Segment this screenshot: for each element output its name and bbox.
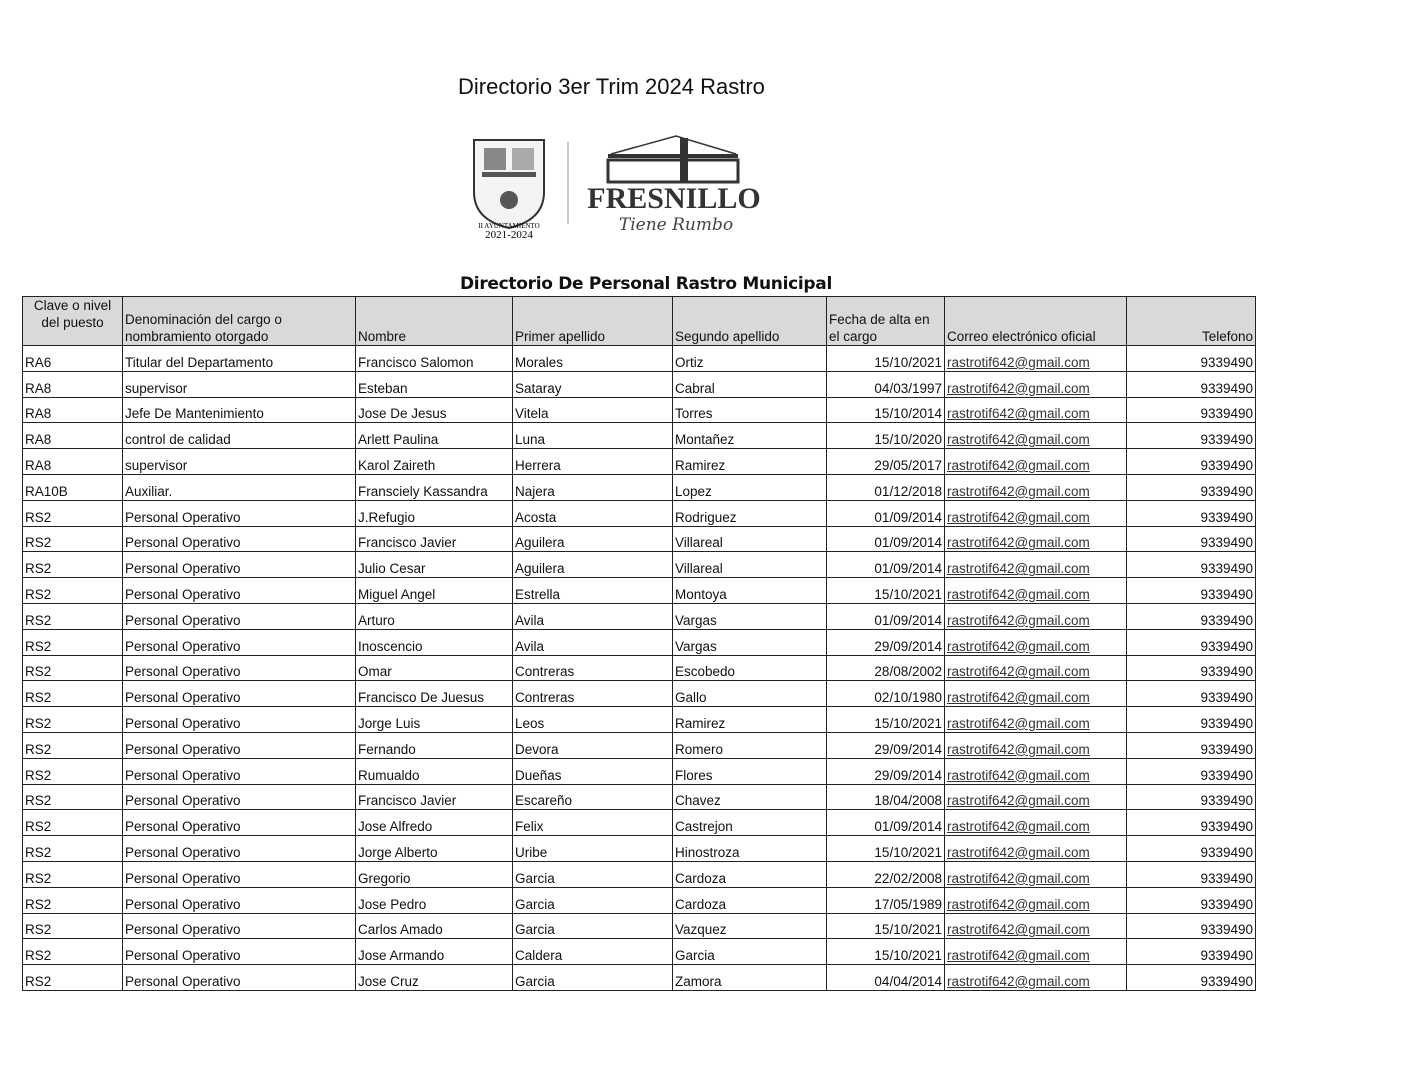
fresnillo-logo <box>466 132 776 244</box>
cell-nombre: Esteban <box>356 371 513 397</box>
cell-segundo-apellido: Chavez <box>673 784 827 810</box>
cell-nombre: Francisco Javier <box>356 526 513 552</box>
cell-cargo: Personal Operativo <box>123 836 356 862</box>
cell-telefono: 9339490 <box>1127 578 1256 604</box>
cell-fecha-alta: 28/08/2002 <box>827 655 945 681</box>
staff-directory-table <box>22 296 1256 991</box>
cell-primer-apellido: Garcia <box>513 887 673 913</box>
table-row <box>23 629 1256 655</box>
cell-correo <box>945 578 1127 604</box>
email-link[interactable]: rastrotif642@gmail.com <box>947 509 1090 525</box>
cell-correo <box>945 810 1127 836</box>
cell-correo <box>945 423 1127 449</box>
table-row <box>23 500 1256 526</box>
table-row <box>23 707 1256 733</box>
email-link[interactable]: rastrotif642@gmail.com <box>947 406 1090 422</box>
cell-clave: RS2 <box>23 655 123 681</box>
cell-correo <box>945 346 1127 372</box>
cell-fecha-alta: 01/09/2014 <box>827 810 945 836</box>
cell-nombre: Jorge Alberto <box>356 836 513 862</box>
cell-fecha-alta: 04/04/2014 <box>827 965 945 991</box>
cell-cargo: supervisor <box>123 449 356 475</box>
table-row <box>23 939 1256 965</box>
cell-telefono: 9339490 <box>1127 681 1256 707</box>
cell-segundo-apellido: Hinostroza <box>673 836 827 862</box>
cell-fecha-alta: 29/09/2014 <box>827 732 945 758</box>
table-header-row <box>23 297 1256 346</box>
table-row <box>23 423 1256 449</box>
cell-correo <box>945 655 1127 681</box>
cell-clave: RA8 <box>23 371 123 397</box>
cell-correo <box>945 681 1127 707</box>
cell-cargo: control de calidad <box>123 423 356 449</box>
cell-telefono: 9339490 <box>1127 397 1256 423</box>
cell-cargo: Personal Operativo <box>123 887 356 913</box>
email-link[interactable]: rastrotif642@gmail.com <box>947 638 1090 654</box>
cell-primer-apellido: Devora <box>513 732 673 758</box>
cell-primer-apellido: Acosta <box>513 500 673 526</box>
email-link[interactable]: rastrotif642@gmail.com <box>947 870 1090 886</box>
cell-primer-apellido: Garcia <box>513 861 673 887</box>
table-row <box>23 371 1256 397</box>
cell-cargo: Personal Operativo <box>123 784 356 810</box>
cell-telefono: 9339490 <box>1127 784 1256 810</box>
email-link[interactable]: rastrotif642@gmail.com <box>947 457 1090 473</box>
cell-nombre: Karol Zaireth <box>356 449 513 475</box>
email-link[interactable]: rastrotif642@gmail.com <box>947 432 1090 448</box>
cell-fecha-alta: 15/10/2021 <box>827 836 945 862</box>
cell-nombre: Arlett Paulina <box>356 423 513 449</box>
cell-clave: RA8 <box>23 397 123 423</box>
email-link[interactable]: rastrotif642@gmail.com <box>947 844 1090 860</box>
cell-clave: RS2 <box>23 810 123 836</box>
cell-nombre: Jorge Luis <box>356 707 513 733</box>
cell-nombre: Inoscencio <box>356 629 513 655</box>
header-cargo: Denominación del cargo o nombramiento otorgado <box>123 297 356 346</box>
cell-correo <box>945 603 1127 629</box>
cell-correo <box>945 449 1127 475</box>
cell-cargo: Personal Operativo <box>123 552 356 578</box>
cell-nombre: Fransciely Kassandra <box>356 474 513 500</box>
cell-segundo-apellido: Villareal <box>673 552 827 578</box>
cell-correo <box>945 836 1127 862</box>
cell-segundo-apellido: Montoya <box>673 578 827 604</box>
cell-nombre: Rumualdo <box>356 758 513 784</box>
header-segundo-apellido: Segundo apellido <box>673 297 827 346</box>
email-link[interactable]: rastrotif642@gmail.com <box>947 586 1090 602</box>
cell-telefono: 9339490 <box>1127 810 1256 836</box>
cell-clave: RS2 <box>23 552 123 578</box>
cell-telefono: 9339490 <box>1127 965 1256 991</box>
cell-primer-apellido: Estrella <box>513 578 673 604</box>
cell-cargo: Personal Operativo <box>123 629 356 655</box>
cell-nombre: Carlos Amado <box>356 913 513 939</box>
cell-telefono: 9339490 <box>1127 887 1256 913</box>
cell-telefono: 9339490 <box>1127 552 1256 578</box>
cell-cargo: Personal Operativo <box>123 603 356 629</box>
cell-segundo-apellido: Villareal <box>673 526 827 552</box>
cell-segundo-apellido: Romero <box>673 732 827 758</box>
cell-primer-apellido: Vitela <box>513 397 673 423</box>
cell-fecha-alta: 17/05/1989 <box>827 887 945 913</box>
cell-cargo: Jefe De Mantenimiento <box>123 397 356 423</box>
cell-correo <box>945 861 1127 887</box>
email-link[interactable]: rastrotif642@gmail.com <box>947 690 1090 706</box>
cell-nombre: J.Refugio <box>356 500 513 526</box>
cell-fecha-alta: 01/09/2014 <box>827 500 945 526</box>
cell-segundo-apellido: Ramirez <box>673 707 827 733</box>
email-link[interactable]: rastrotif642@gmail.com <box>947 612 1090 628</box>
cell-correo <box>945 397 1127 423</box>
cell-nombre: Jose Armando <box>356 939 513 965</box>
cell-cargo: Personal Operativo <box>123 655 356 681</box>
cell-nombre: Omar <box>356 655 513 681</box>
cell-cargo: Personal Operativo <box>123 939 356 965</box>
cell-clave: RS2 <box>23 836 123 862</box>
email-link[interactable]: rastrotif642@gmail.com <box>947 483 1090 499</box>
cell-segundo-apellido: Garcia <box>673 939 827 965</box>
table-row <box>23 578 1256 604</box>
cell-clave: RS2 <box>23 887 123 913</box>
email-link[interactable]: rastrotif642@gmail.com <box>947 535 1090 551</box>
cell-correo <box>945 939 1127 965</box>
cell-segundo-apellido: Cardoza <box>673 887 827 913</box>
cell-correo <box>945 629 1127 655</box>
cell-clave: RA8 <box>23 423 123 449</box>
cell-segundo-apellido: Flores <box>673 758 827 784</box>
cell-nombre: Francisco Salomon <box>356 346 513 372</box>
cell-primer-apellido: Contreras <box>513 655 673 681</box>
cell-primer-apellido: Avila <box>513 629 673 655</box>
cell-primer-apellido: Uribe <box>513 836 673 862</box>
municipal-seal-icon <box>474 140 544 228</box>
cell-primer-apellido: Aguilera <box>513 526 673 552</box>
email-link[interactable]: rastrotif642@gmail.com <box>947 793 1090 809</box>
cell-correo <box>945 371 1127 397</box>
cell-clave: RS2 <box>23 681 123 707</box>
cell-cargo: Personal Operativo <box>123 965 356 991</box>
cell-segundo-apellido: Montañez <box>673 423 827 449</box>
cell-fecha-alta: 15/10/2021 <box>827 707 945 733</box>
cell-primer-apellido: Najera <box>513 474 673 500</box>
cell-fecha-alta: 15/10/2021 <box>827 913 945 939</box>
table-row <box>23 449 1256 475</box>
cell-segundo-apellido: Vargas <box>673 629 827 655</box>
cell-clave: RS2 <box>23 784 123 810</box>
cell-clave: RS2 <box>23 500 123 526</box>
cell-primer-apellido: Contreras <box>513 681 673 707</box>
table-row <box>23 397 1256 423</box>
cell-fecha-alta: 29/09/2014 <box>827 758 945 784</box>
cell-primer-apellido: Aguilera <box>513 552 673 578</box>
cell-primer-apellido: Sataray <box>513 371 673 397</box>
cell-correo <box>945 474 1127 500</box>
table-row <box>23 836 1256 862</box>
email-link[interactable]: rastrotif642@gmail.com <box>947 380 1090 396</box>
email-link[interactable]: rastrotif642@gmail.com <box>947 973 1090 989</box>
cell-segundo-apellido: Ramirez <box>673 449 827 475</box>
table-row <box>23 603 1256 629</box>
cell-nombre: Gregorio <box>356 861 513 887</box>
table-row <box>23 810 1256 836</box>
cell-fecha-alta: 01/09/2014 <box>827 603 945 629</box>
cell-telefono: 9339490 <box>1127 474 1256 500</box>
cell-segundo-apellido: Zamora <box>673 965 827 991</box>
cell-primer-apellido: Dueñas <box>513 758 673 784</box>
cell-nombre: Jose Cruz <box>356 965 513 991</box>
cell-primer-apellido: Leos <box>513 707 673 733</box>
document-title: Directorio 3er Trim 2024 Rastro <box>458 74 765 99</box>
cell-primer-apellido: Escareño <box>513 784 673 810</box>
cell-clave: RS2 <box>23 707 123 733</box>
cell-clave: RA6 <box>23 346 123 372</box>
cell-cargo: Personal Operativo <box>123 707 356 733</box>
cell-correo <box>945 707 1127 733</box>
cell-telefono: 9339490 <box>1127 758 1256 784</box>
email-link[interactable]: rastrotif642@gmail.com <box>947 664 1090 680</box>
header-primer-apellido: Primer apellido <box>513 297 673 346</box>
cell-fecha-alta: 15/10/2021 <box>827 346 945 372</box>
cell-cargo: Personal Operativo <box>123 810 356 836</box>
cell-cargo: Personal Operativo <box>123 861 356 887</box>
cell-cargo: Personal Operativo <box>123 526 356 552</box>
cell-cargo: Auxiliar. <box>123 474 356 500</box>
header-telefono: Telefono <box>1127 297 1256 346</box>
table-row <box>23 552 1256 578</box>
cell-primer-apellido: Garcia <box>513 913 673 939</box>
cell-clave: RS2 <box>23 965 123 991</box>
email-link[interactable]: rastrotif642@gmail.com <box>947 354 1090 370</box>
cell-fecha-alta: 18/04/2008 <box>827 784 945 810</box>
cell-telefono: 9339490 <box>1127 603 1256 629</box>
cell-nombre: Fernando <box>356 732 513 758</box>
cell-fecha-alta: 04/03/1997 <box>827 371 945 397</box>
cell-clave: RA8 <box>23 449 123 475</box>
cell-telefono: 9339490 <box>1127 500 1256 526</box>
cell-fecha-alta: 22/02/2008 <box>827 861 945 887</box>
cell-telefono: 9339490 <box>1127 526 1256 552</box>
cell-telefono: 9339490 <box>1127 423 1256 449</box>
cell-clave: RA10B <box>23 474 123 500</box>
cell-correo <box>945 732 1127 758</box>
cell-fecha-alta: 15/10/2020 <box>827 423 945 449</box>
table-row <box>23 474 1256 500</box>
cell-segundo-apellido: Rodriguez <box>673 500 827 526</box>
cell-nombre: Jose Pedro <box>356 887 513 913</box>
cell-telefono: 9339490 <box>1127 707 1256 733</box>
table-row <box>23 913 1256 939</box>
email-link[interactable]: rastrotif642@gmail.com <box>947 896 1090 912</box>
cell-telefono: 9339490 <box>1127 732 1256 758</box>
cell-cargo: Personal Operativo <box>123 578 356 604</box>
cell-primer-apellido: Luna <box>513 423 673 449</box>
cell-clave: RS2 <box>23 913 123 939</box>
cell-nombre: Francisco Javier <box>356 784 513 810</box>
cell-correo <box>945 526 1127 552</box>
cell-nombre: Julio Cesar <box>356 552 513 578</box>
cell-telefono: 9339490 <box>1127 655 1256 681</box>
cell-clave: RS2 <box>23 732 123 758</box>
table-row <box>23 526 1256 552</box>
table-row <box>23 346 1256 372</box>
cell-correo <box>945 784 1127 810</box>
cell-fecha-alta: 15/10/2021 <box>827 578 945 604</box>
table-row <box>23 965 1256 991</box>
cell-telefono: 9339490 <box>1127 836 1256 862</box>
cell-fecha-alta: 15/10/2014 <box>827 397 945 423</box>
cell-correo <box>945 965 1127 991</box>
cell-clave: RS2 <box>23 861 123 887</box>
header-fecha-alta: Fecha de alta en el cargo <box>827 297 945 346</box>
cell-segundo-apellido: Vazquez <box>673 913 827 939</box>
cell-segundo-apellido: Cardoza <box>673 861 827 887</box>
cell-segundo-apellido: Torres <box>673 397 827 423</box>
cell-telefono: 9339490 <box>1127 913 1256 939</box>
cell-segundo-apellido: Vargas <box>673 603 827 629</box>
svg-text:II AYUNTAMIENTO: II AYUNTAMIENTO <box>478 222 540 230</box>
cell-segundo-apellido: Gallo <box>673 681 827 707</box>
header-clave: Clave o nivel del puesto <box>23 297 123 346</box>
cell-segundo-apellido: Escobedo <box>673 655 827 681</box>
table-row <box>23 887 1256 913</box>
cell-correo <box>945 758 1127 784</box>
cell-primer-apellido: Herrera <box>513 449 673 475</box>
cell-primer-apellido: Garcia <box>513 965 673 991</box>
cell-cargo: supervisor <box>123 371 356 397</box>
email-link[interactable]: rastrotif642@gmail.com <box>947 561 1090 577</box>
cell-clave: RS2 <box>23 526 123 552</box>
cell-primer-apellido: Felix <box>513 810 673 836</box>
cell-nombre: Arturo <box>356 603 513 629</box>
svg-text:FRESNILLO: FRESNILLO <box>587 182 761 215</box>
cell-fecha-alta: 29/09/2014 <box>827 629 945 655</box>
email-link[interactable]: rastrotif642@gmail.com <box>947 767 1090 783</box>
email-link[interactable]: rastrotif642@gmail.com <box>947 715 1090 731</box>
cell-primer-apellido: Avila <box>513 603 673 629</box>
cell-clave: RS2 <box>23 629 123 655</box>
cell-cargo: Personal Operativo <box>123 913 356 939</box>
cell-telefono: 9339490 <box>1127 449 1256 475</box>
header-correo: Correo electrónico oficial <box>945 297 1127 346</box>
table-row <box>23 681 1256 707</box>
cell-telefono: 9339490 <box>1127 346 1256 372</box>
cell-telefono: 9339490 <box>1127 939 1256 965</box>
cell-segundo-apellido: Ortiz <box>673 346 827 372</box>
table-title: Directorio De Personal Rastro Municipal <box>460 274 833 294</box>
cell-segundo-apellido: Lopez <box>673 474 827 500</box>
cell-clave: RS2 <box>23 939 123 965</box>
cell-nombre: Francisco De Juesus <box>356 681 513 707</box>
header-nombre: Nombre <box>356 297 513 346</box>
cell-nombre: Miguel Angel <box>356 578 513 604</box>
cell-cargo: Personal Operativo <box>123 681 356 707</box>
table-row <box>23 758 1256 784</box>
email-link[interactable]: rastrotif642@gmail.com <box>947 741 1090 757</box>
cell-cargo: Personal Operativo <box>123 732 356 758</box>
cell-clave: RS2 <box>23 603 123 629</box>
table-row <box>23 655 1256 681</box>
email-link[interactable]: rastrotif642@gmail.com <box>947 922 1090 938</box>
cell-telefono: 9339490 <box>1127 371 1256 397</box>
cell-segundo-apellido: Cabral <box>673 371 827 397</box>
cell-fecha-alta: 02/10/1980 <box>827 681 945 707</box>
cell-fecha-alta: 29/05/2017 <box>827 449 945 475</box>
cell-correo <box>945 887 1127 913</box>
cell-telefono: 9339490 <box>1127 629 1256 655</box>
cell-cargo: Personal Operativo <box>123 500 356 526</box>
cell-telefono: 9339490 <box>1127 861 1256 887</box>
cell-fecha-alta: 01/12/2018 <box>827 474 945 500</box>
cell-segundo-apellido: Castrejon <box>673 810 827 836</box>
cell-fecha-alta: 01/09/2014 <box>827 526 945 552</box>
cell-correo <box>945 913 1127 939</box>
cell-correo <box>945 552 1127 578</box>
cell-correo <box>945 500 1127 526</box>
building-icon <box>608 136 738 182</box>
cell-cargo: Personal Operativo <box>123 758 356 784</box>
table-row <box>23 861 1256 887</box>
cell-clave: RS2 <box>23 758 123 784</box>
cell-cargo: Titular del Departamento <box>123 346 356 372</box>
cell-fecha-alta: 01/09/2014 <box>827 552 945 578</box>
svg-text:2021-2024: 2021-2024 <box>485 229 533 241</box>
cell-primer-apellido: Caldera <box>513 939 673 965</box>
cell-nombre: Jose De Jesus <box>356 397 513 423</box>
cell-nombre: Jose Alfredo <box>356 810 513 836</box>
email-link[interactable]: rastrotif642@gmail.com <box>947 819 1090 835</box>
email-link[interactable]: rastrotif642@gmail.com <box>947 948 1090 964</box>
table-row <box>23 732 1256 758</box>
table-row <box>23 784 1256 810</box>
cell-primer-apellido: Morales <box>513 346 673 372</box>
svg-text:Tiene Rumbo: Tiene Rumbo <box>618 215 734 235</box>
cell-clave: RS2 <box>23 578 123 604</box>
cell-fecha-alta: 15/10/2021 <box>827 939 945 965</box>
